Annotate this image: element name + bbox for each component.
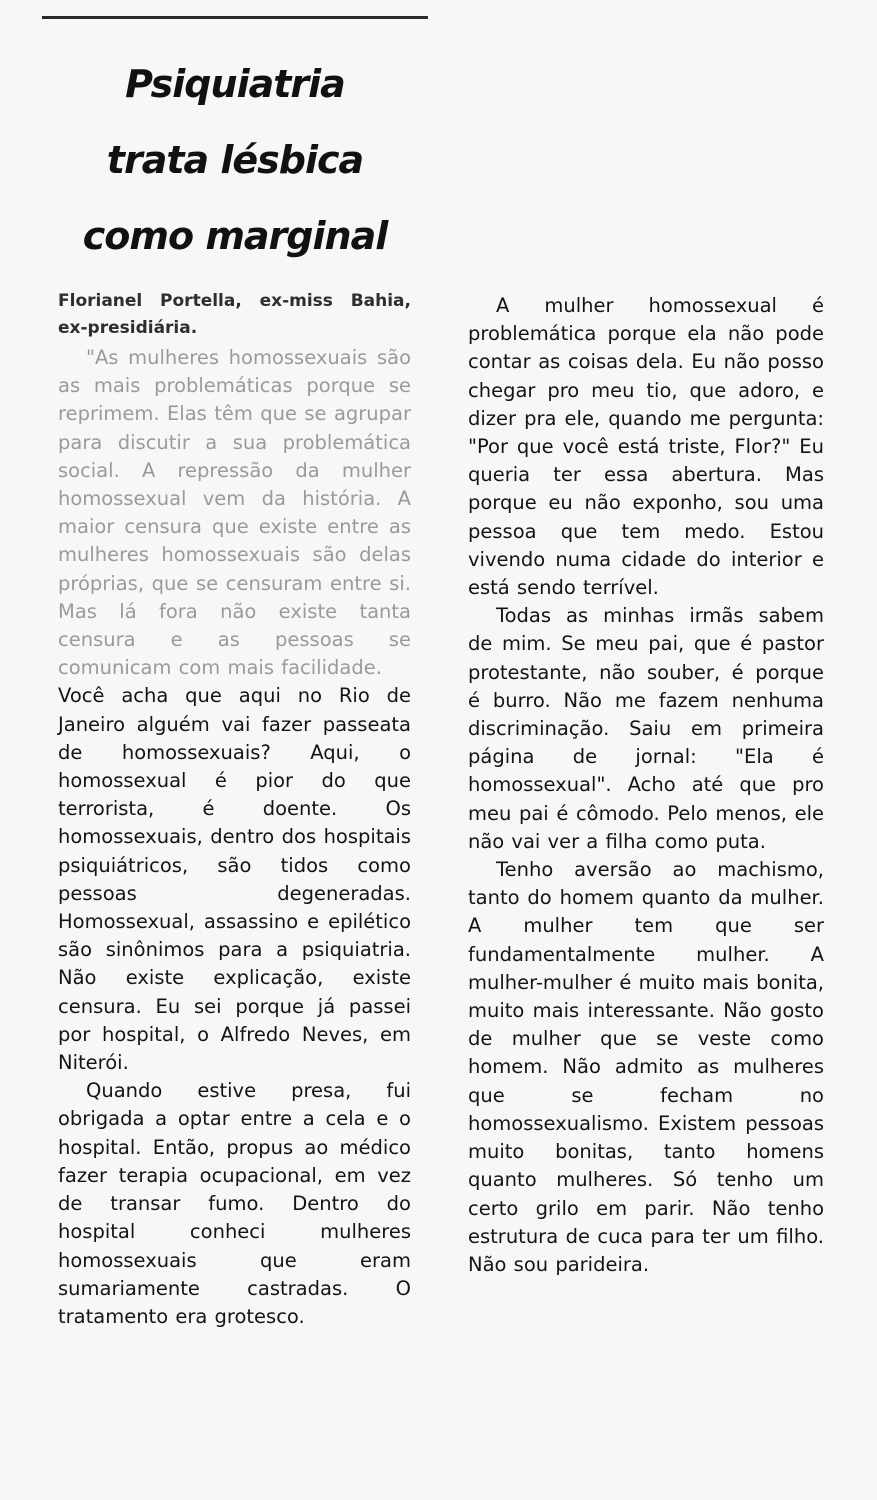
byline: Florianel Portella, ex-miss Bahia, ex-presidiária. xyxy=(58,291,411,338)
right-paragraph-2: Todas as minhas irmãs sabem de mim. Se meu pai, que é pastor protestante, não souber, é porque é burro. Não me fazem nenhuma discriminação. Saiu em primeira página de jornal: "Ela é homossexual". Acho até que pro meu pai é cômodo. Pelo menos, ele não vai ver a filha como puta. xyxy=(468,604,824,853)
left-paragraph-2: Quando estive presa, fui obrigada a optar entre a cela e o hospital. Então, propus ao médico fazer terapia ocupacional, em vez de transar fumo. Dentro do hospital conheci mulheres homossexuais que eram sumariamente castradas. O tratamento era grotesco. xyxy=(58,1079,411,1328)
faded-paragraph: "As mulheres homossexuais são as mais problemáticas porque se reprimem. Elas têm que se agrupar para discutir a sua problemática social. A repressão da mulher homossexual vem da história. A maior censura que existe entre as mulheres homossexuais são delas próprias, que se censuram entre si. Mas lá fora não existe tanta censura e as pessoas se comunicam com mais facilidade. xyxy=(58,346,411,680)
right-column xyxy=(468,292,824,1279)
headline-line-3: como marginal xyxy=(82,214,388,258)
right-paragraph-1: A mulher homossexual é problemática porque ela não pode contar as coisas dela. Eu não posso chegar pro meu tio, que adoro, e dizer pra ele, quando me pergunta: "Por que você está triste, Flor?" Eu queria ter essa abertura. Mas porque eu não exponho, sou uma pessoa que tem medo. Estou vivendo numa cidade do interior e está sendo terrível. xyxy=(468,294,824,600)
right-paragraph-3: Tenho aversão ao machismo, tanto do homem quanto da mulher. A mulher tem que ser fundamentalmente mulher. A mulher-mulher é muito mais bonita, muito mais interessante. Não gosto de mulher que se veste como homem. Não admito as mulheres que se fecham no homossexualismo. Existem pessoas muito bonitas, tanto homens quanto mulheres. Só tenho um certo grilo em parir. Não tenho estrutura de cuca para ter um filho. Não sou parideira. xyxy=(468,858,824,1276)
left-column xyxy=(58,288,411,1331)
left-paragraph-1: Você acha que aqui no Rio de Janeiro alguém vai fazer passeata de homossexuais? Aqui, o homossexual é pior do que terrorista, é doente. Os homossexuais, dentro dos hospitais psiquiátricos, são tidos como pessoas degeneradas. Homossexual, assassino e epilético são sinônimos para a psiquiatria. Não existe explicação, existe censura. Eu sei porque já passei por hospital, o Alfredo Neves, em Niterói. xyxy=(58,684,411,1075)
headline xyxy=(42,46,428,274)
top-rule xyxy=(42,16,428,19)
headline-line-2: trata lésbica xyxy=(106,138,364,182)
headline-line-1: Psiquiatria xyxy=(125,62,345,106)
